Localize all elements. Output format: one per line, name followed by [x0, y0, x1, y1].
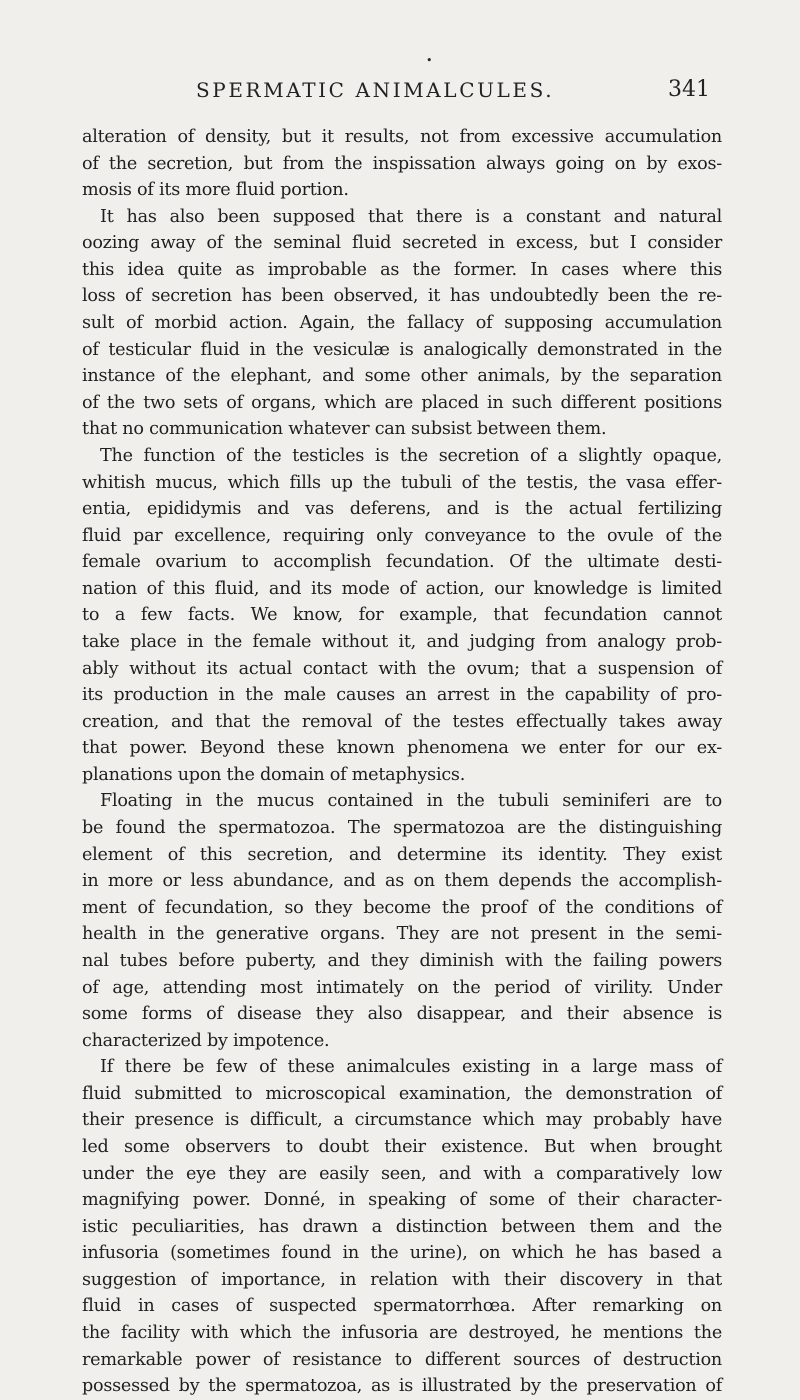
text-line: ment of fecundation, so they become the proof of the conditions of — [82, 897, 722, 918]
text-line: The function of the testicles is the secretion of a slightly opaque, — [100, 445, 722, 466]
text-line: mosis of its more fluid portion. — [82, 180, 349, 201]
text-line: Floating in the mucus contained in the tubuli seminiferi are to — [100, 791, 722, 812]
text-line: that no communication whatever can subsist between them. — [82, 419, 607, 440]
body-text — [82, 124, 722, 1400]
text-line: instance of the elephant, and some other animals, by the separation — [82, 366, 722, 387]
text-line: under the eye they are easily seen, and with a comparatively low — [82, 1163, 722, 1184]
text-line: loss of secretion has been observed, it has undoubtedly been the re- — [82, 286, 722, 307]
text-line: characterized by impotence. — [82, 1030, 330, 1051]
text-line: be found the spermatozoa. The spermatozoa are the distinguishing — [82, 818, 722, 839]
text-line: to a few facts. We know, for example, that fecundation cannot — [82, 605, 722, 626]
text-line: element of this secretion, and determine its identity. They exist — [82, 844, 722, 865]
text-line: of the secretion, but from the inspissation always going on by exos- — [82, 153, 722, 174]
text-line: remarkable power of resistance to different sources of destruction — [82, 1349, 722, 1370]
text-line: of testicular fluid in the vesiculæ is analogically demonstrated in the — [82, 339, 722, 360]
running-title: SPERMATIC ANIMALCULES. — [196, 78, 555, 102]
text-line: It has also been supposed that there is a constant and natural — [100, 206, 722, 227]
text-line: sult of morbid action. Again, the fallacy of supposing accumulation — [82, 313, 722, 334]
text-line: the facility with which the infusoria are destroyed, he mentions the — [82, 1323, 722, 1344]
text-line: of the two sets of organs, which are placed in such different positions — [82, 392, 722, 413]
page-number: 341 — [668, 77, 710, 102]
text-line: fluid submitted to microscopical examination, the demonstration of — [82, 1083, 722, 1104]
text-line: its production in the male causes an arrest in the capability of pro- — [82, 685, 722, 706]
text-line: in more or less abundance, and as on them depends the accomplish- — [82, 871, 722, 892]
text-line: whitish mucus, which fills up the tubuli of the testis, the vasa effer- — [82, 472, 722, 493]
text-line: possessed by the spermatozoa, as is illustrated by the preservation of — [82, 1376, 722, 1397]
text-line: that power. Beyond these known phenomena we enter for our ex- — [82, 738, 722, 759]
text-line: suggestion of importance, in relation with their discovery in that — [82, 1269, 722, 1290]
text-line: health in the generative organs. They are not present in the semi- — [82, 924, 722, 945]
text-line: of age, attending most intimately on the period of virility. Under — [82, 977, 722, 998]
text-line: led some observers to doubt their existence. But when brought — [82, 1136, 722, 1157]
text-line: take place in the female without it, and judging from analogy prob- — [82, 631, 722, 652]
text-line: nation of this fluid, and its mode of action, our knowledge is limited — [82, 578, 722, 599]
text-line: alteration of density, but it results, not from excessive accumulation — [82, 127, 722, 147]
text-line: If there be few of these animalcules existing in a large mass of — [100, 1057, 722, 1078]
text-line: entia, epididymis and vas deferens, and is the actual fertilizing — [82, 499, 722, 520]
text-line: oozing away of the seminal fluid secreted in excess, but I consider — [82, 233, 722, 254]
text-line: fluid in cases of suspected spermatorrhœa. After remarking on — [82, 1296, 722, 1317]
text-line: some forms of disease they also disappear, and their absence is — [82, 1004, 722, 1025]
text-line: magnifying power. Donné, in speaking of some of their character- — [82, 1190, 722, 1211]
text-line: planations upon the domain of metaphysics. — [82, 764, 466, 785]
text-line: female ovarium to accomplish fecundation. Of the ultimate desti- — [82, 552, 722, 573]
text-line: nal tubes before puberty, and they diminish with the failing powers — [82, 950, 722, 971]
printer-ornament: • — [426, 54, 433, 67]
text-line: infusoria (sometimes found in the urine), on which he has based a — [82, 1243, 722, 1264]
text-line: istic peculiarities, has drawn a distinction between them and the — [82, 1216, 722, 1237]
text-line: their presence is difficult, a circumstance which may probably have — [82, 1110, 722, 1131]
text-line: creation, and that the removal of the testes effectually takes away — [82, 711, 722, 732]
text-line: this idea quite as improbable as the former. In cases where this — [82, 259, 722, 280]
text-line: fluid par excellence, requiring only conveyance to the ovule of the — [82, 525, 722, 546]
text-line: ably without its actual contact with the ovum; that a suspension of — [82, 658, 722, 679]
